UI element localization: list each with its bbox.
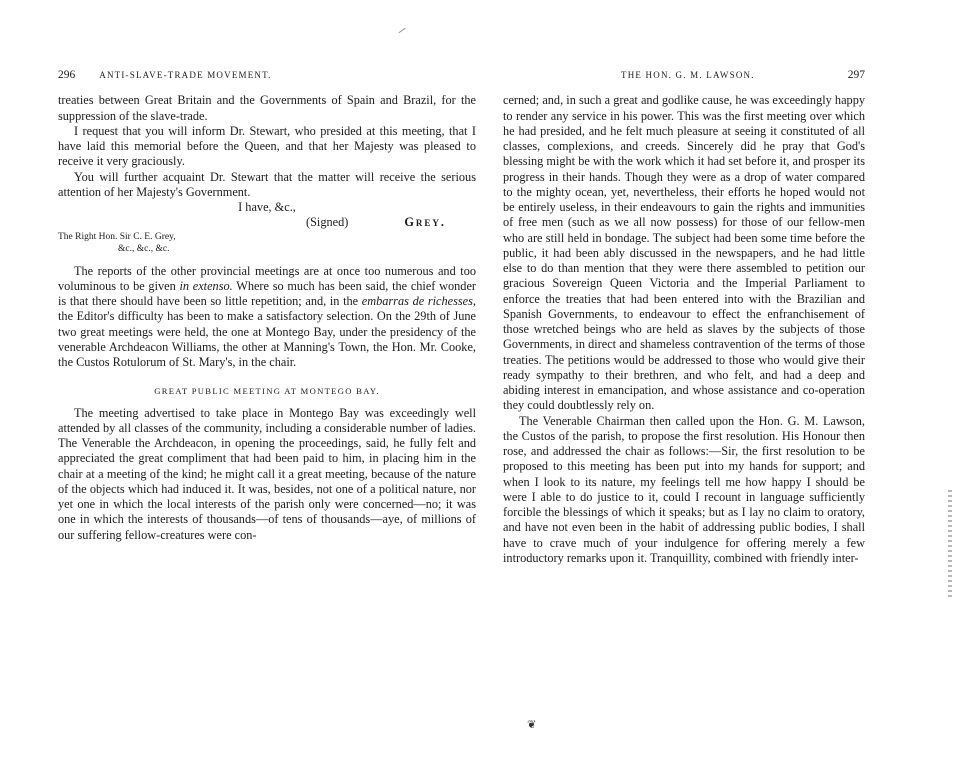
right-page (503, 68, 865, 566)
letter-paragraph: I request that you will inform Dr. Stewart, who presided at this meeting, that I have laid this memorial before the Queen, and that her Majesty was pleased to receive it very graciously. (58, 123, 476, 169)
signature-line (58, 215, 446, 230)
letter-paragraph: treaties between Great Britain and the Governments of Spain and Brazil, for the suppression of the slave-trade. (58, 93, 476, 123)
margin-mark (948, 490, 952, 600)
ornament-glyph: ❦ (527, 719, 537, 731)
section-heading: GREAT PUBLIC MEETING AT MONTEGO BAY. (154, 386, 380, 397)
addressee-line: The Right Hon. Sir C. E. Grey, (58, 231, 176, 242)
letter-paragraph: You will further acquaint Dr. Stewart that the matter will receive the serious attention of her Majesty's Government. (58, 169, 476, 199)
running-title: THE HON. G. M. LAWSON. (621, 70, 755, 80)
addressee-line: &c., &c., &c. (118, 243, 170, 254)
text-run: Where so much has been said, the chief wonder is that there should have been so little repetition; and, in the (58, 278, 476, 308)
addressee (58, 231, 476, 255)
page-number: 296 (58, 69, 76, 81)
running-title: ANTI-SLAVE-TRADE MOVEMENT. (99, 70, 272, 80)
left-page (58, 68, 476, 543)
signatory-name: Grey. (404, 215, 446, 230)
body-paragraph (58, 264, 476, 371)
page-number: 297 (847, 69, 865, 81)
body-paragraph: The Venerable Chairman then called upon the Hon. G. M. Lawson, the Custos of the parish, to propose the first resolution. His Honour then rose, and addressed the chair as follows:—Sir, the first resolution to be proposed to this meeting has been put into my hands for support; and when I look to its nature, my feelings tell me how happy I should be were I able to do justice to it, could I recount in language sufficiently forcible the blessings of which it speaks; but as I lay no claim to oratory, and have not even been in the habit of addressing public bodies, I shall have to crave much of your indulgence for offering merely a few introductory remarks upon it. Tranquillity, combined with friendly inter- (503, 413, 865, 565)
left-running-head (58, 68, 476, 83)
letter-closing: I have, &c., (238, 200, 296, 214)
italic-run: embarras de richesses, (361, 294, 476, 308)
right-running-head (503, 68, 865, 83)
signed-label: (Signed) (305, 215, 349, 230)
text-run: the Editor's difficulty has been to make a satisfactory selection. On the 29th of June two great meetings were held, the one at Montego Bay, under the presidency of the venerable Archdeacon Williams, the other at Manning's Town, the Hon. Mr. Cooke, the Custos Rotulorum of St. Mary's, in the chair. (58, 309, 476, 369)
body-paragraph: cerned; and, in such a great and godlike cause, he was exceedingly happy to render any service in his power. This was the first meeting over which he had presided, and he felt much pleasure at seeing it constituted of all classes, complexions, and creeds. Sincerely did he pray that God's blessing might be with the work which it had set before it, and prosper its progress in their hands. Though they were as a drop of water compared to the mighty ocean, yet, nevertheless, their efforts he hoped would not be entirely useless, in their endeavours to gain the rights and immunities of free men (such as we all now possess) for those of our fellow-men who are still held in bondage. The subject had been some time before the public, it had been ably discussed in the newspapers, and he had little else to do than mention that they were there assembled to petition our gracious Sovereign Queen Victoria and the Imperial Parliament to enforce the treaties that had been entered into with the Brazilian and Spanish Governments, to endeavour to effect the enfranchisement of those wretched beings who are held as slaves by the subjects of those Governments, in direct and shameless contravention of the terms of those treaties. The petitions would be addressed to those who would give their ready sympathy to their brethren, and who felt, and had a deep and abiding interest in emancipation, and whose assistance and co-operation they could doubtlessly rely on. (503, 93, 865, 413)
text-run: The reports of the other provincial meetings are at once too numerous and too voluminous to be given (58, 263, 476, 293)
body-paragraph: The meeting advertised to take place in Montego Bay was exceedingly well attended by all classes of the community, including a considerable number of ladies. The Venerable the Archdeacon, in opening the proceedings, said, he fully felt and appreciated the great compliment that had been paid to him, in placing him in the chair at a meeting of the kind; he might call it a great meeting, because of the nature of the objects which had induced it. It was, besides, not one of a political nature, nor yet one in which the local interests of the parish only were concerned—no; it was one in which the interests of thousands—of tens of thousands—aye, of millions of our suffering fellow-creatures were con- (58, 405, 476, 542)
stray-mark (398, 28, 405, 33)
italic-run: in extenso. (179, 278, 233, 293)
